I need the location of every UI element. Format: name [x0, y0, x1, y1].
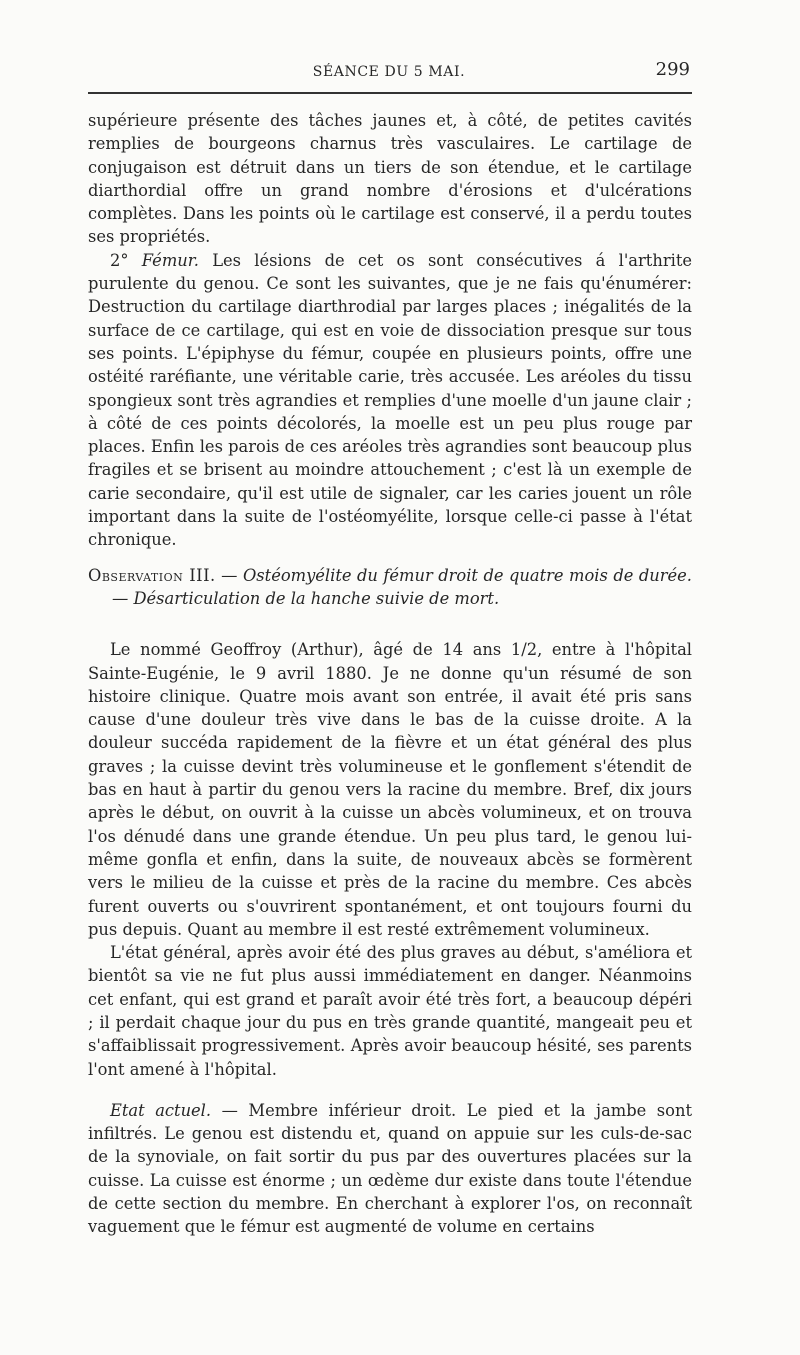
section-number: 2° [110, 250, 142, 270]
observation-title: Ostéomyélite du fémur droit de quatre mois de durée. — Désarticulation de la hanche suivie de mort. [112, 565, 692, 608]
page-header [88, 60, 690, 86]
body-text [88, 109, 692, 1239]
paragraph-current-state [88, 1099, 692, 1239]
paragraph-current-state-text: — Membre inférieur droit. Le pied et la jambe sont infiltrés. Le genou est distendu et, quand on appuie sur les culs-de-sac de la synoviale, on fait sortir du pus par des ouvertures placées sur la cuisse. La cuisse est énorme ; un œdème dur existe dans toute l'étendue de cette section du membre. En cherchant à explorer l'os, on reconnaît vaguement que le fémur est augmenté de volume en certains [88, 1100, 692, 1237]
page-number: 299 [655, 59, 690, 80]
paragraph-general-state: L'état général, après avoir été des plus graves au début, s'améliora et bientôt sa vie ne fut plus aussi immédiatement en danger. Néanmoins cet enfant, qui est grand et paraît avoir été très fort, a beaucoup dépéri ; il perdait chaque jour du pus en très grande quantité, mangeait peu et s'affaiblissait progressivement. Après avoir beaucoup hésité, ses parents l'ont amené à l'hôpital. [88, 943, 692, 1079]
section-label-femur: Fémur. [141, 250, 199, 270]
running-head: SÉANCE DU 5 MAI. [312, 64, 466, 80]
paragraph-case-history: Le nommé Geoffroy (Arthur), âgé de 14 ans 1/2, entre à l'hôpital Sainte-Eugénie, le 9 avril 1880. Je ne donne qu'un résumé de son histoire clinique. Quatre mois avant son entrée, il avait été pris sans cause d'une douleur très vive dans le bas de la cuisse droite. A la douleur succéda rapidement de la fièvre et un état général des plus graves ; la cuisse devint très volumineuse et le gonflement s'étendit de bas en haut à partir du genou vers la racine du membre. Bref, dix jours après le début, on ouvrit à la cuisse un abcès volumineux, et on trouva l'os dénudé dans une grande étendue. Un peu plus tard, le genou lui-même gonfla et enfin, dans la suite, de nouveaux abcès se formèrent vers le milieu de la cuisse et près de la racine du membre. Ces abcès furent ouverts ou s'ouvrirent spontanément, et ont toujours fourni du pus depuis. Quant au membre il est resté extrêmement volumineux. [88, 640, 692, 939]
paragraph-cartilage: supérieure présente des tâches jaunes et, à côté, de petites cavités remplies de bourgeons charnus très vasculaires. Le cartilage de conjugaison est détruit dans un tiers de son étendue, et le cartilage diarthordial offre un grand nombre d'érosions et d'ulcérations complètes. Dans les points où le cartilage est conservé, il a perdu toutes ses propriétés. [88, 111, 692, 247]
paragraph-femur-text: Les lésions de cet os sont consécutives á l'arthrite purulente du genou. Ce sont les suivantes, que je ne fais qu'énumérer: Destruction du cartilage diarthrodial par larges places ; inégalités de la surface de ce cartilage, qui est en voie de dissociation presque sur tous ses points. L'épiphyse du fémur, coupée en plusieurs points, offre une ostéité raréfiante, une véritable carie, très accusée. Les aréoles du tissu spongieux sont très agrandies et remplies d'une moelle d'un jaune clair ; à côté de ces points décolorés, la moelle est un peu plus rouge par places. Enfin les parois de ces aréoles très agrandies sont beaucoup plus fragiles et se brisent au moindre attouchement ; c'est là un exemple de carie secondaire, qu'il est utile de signaler, car les caries jouent un rôle important dans la suite de l'ostéomyélite, lorsque celle-ci passe à l'état chronique. [88, 250, 692, 550]
observation-heading [88, 564, 692, 611]
paragraph-femur [88, 249, 692, 552]
observation-label: Observation III. [88, 565, 216, 585]
section-label-current-state: Etat actuel. [110, 1100, 212, 1120]
header-rule [88, 92, 692, 94]
observation-dash: — [215, 565, 243, 585]
